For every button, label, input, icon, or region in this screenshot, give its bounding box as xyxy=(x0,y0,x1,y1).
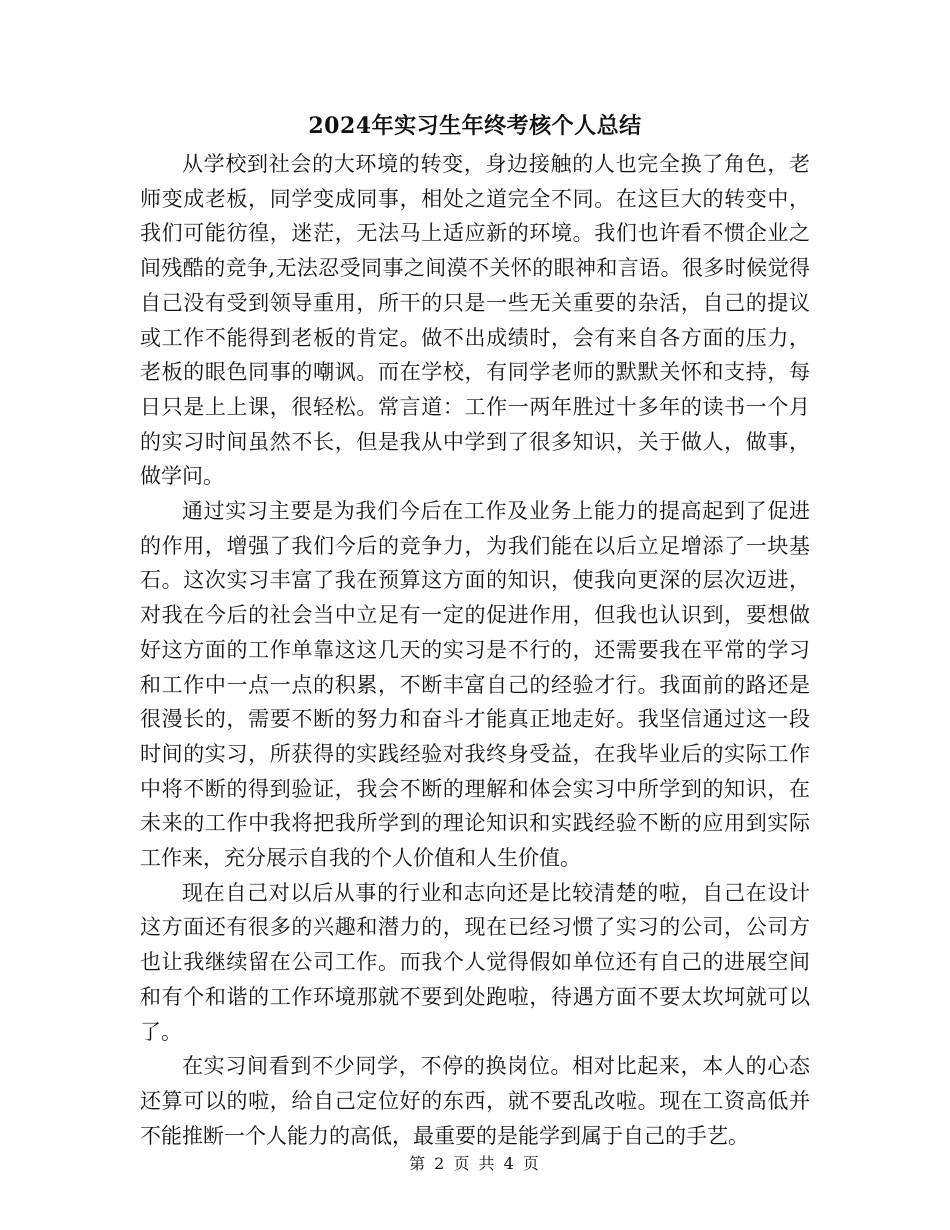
document-title: 2024年实习生年终考核个人总结 xyxy=(308,113,642,139)
paragraph-3: 现在自己对以后从事的行业和志向还是比较清楚的啦，自己在设计这方面还有很多的兴趣和潜力的，现在已经习惯了实习的公司，公司方也让我继续留在公司工作。而我个人觉得假如单位还有自己的进展空间和有个和谐的工作环境那就不要到处跑啦，待遇方面不要太坎坷就可以了。 xyxy=(140,880,810,1044)
paragraph-1: 从学校到社会的大环境的转变，身边接触的人也完全换了角色，老师变成老板，同学变成同事，相处之道完全不同。在这巨大的转变中，我们可能彷徨，迷茫，无法马上适应新的环境。我们也许看不惯企业之间残酷的竞争,无法忍受同事之间漠不关怀的眼神和言语。很多时候觉得自己没有受到领导重用，所干的只是一些无关重要的杂活，自己的提议或工作不能得到老板的肯定。做不出成绩时，会有来自各方面的压力，老板的眼色同事的嘲讽。而在学校，有同学老师的默默关怀和支持，每日只是上上课，很轻松。常言道：工作一两年胜过十多年的读书一个月的实习时间虽然不长，但是我从中学到了很多知识，关于做人，做事，做学问。 xyxy=(140,152,810,489)
page-number-footer: 第 2 页 共 4 页 xyxy=(409,1154,541,1173)
document-body xyxy=(140,147,810,1153)
paragraph-2: 通过实习主要是为我们今后在工作及业务上能力的提高起到了促进的作用，增强了我们今后的竞争力，为我们能在以后立足增添了一块基石。这次实习丰富了我在预算这方面的知识，使我向更深的层次迈进，对我在今后的社会当中立足有一定的促进作用，但我也认识到，要想做好这方面的工作单靠这这几天的实习是不行的，还需要我在平常的学习和工作中一点一点的积累，不断丰富自己的经验才行。我面前的路还是很漫长的，需要不断的努力和奋斗才能真正地走好。我坚信通过这一段时间的实习，所获得的实践经验对我终身受益，在我毕业后的实际工作中将不断的得到验证，我会不断的理解和体会实习中所学到的知识，在未来的工作中我将把我所学到的理论知识和实践经验不断的应用到实际工作来，充分展示自我的个人价值和人生价值。 xyxy=(140,499,810,871)
paragraph-4: 在实习间看到不少同学，不停的换岗位。相对比起来，本人的心态还算可以的啦，给自己定位好的东西，就不要乱改啦。现在工资高低并不能推断一个人能力的高低，最重要的是能学到属于自己的手艺。 xyxy=(140,1054,810,1148)
